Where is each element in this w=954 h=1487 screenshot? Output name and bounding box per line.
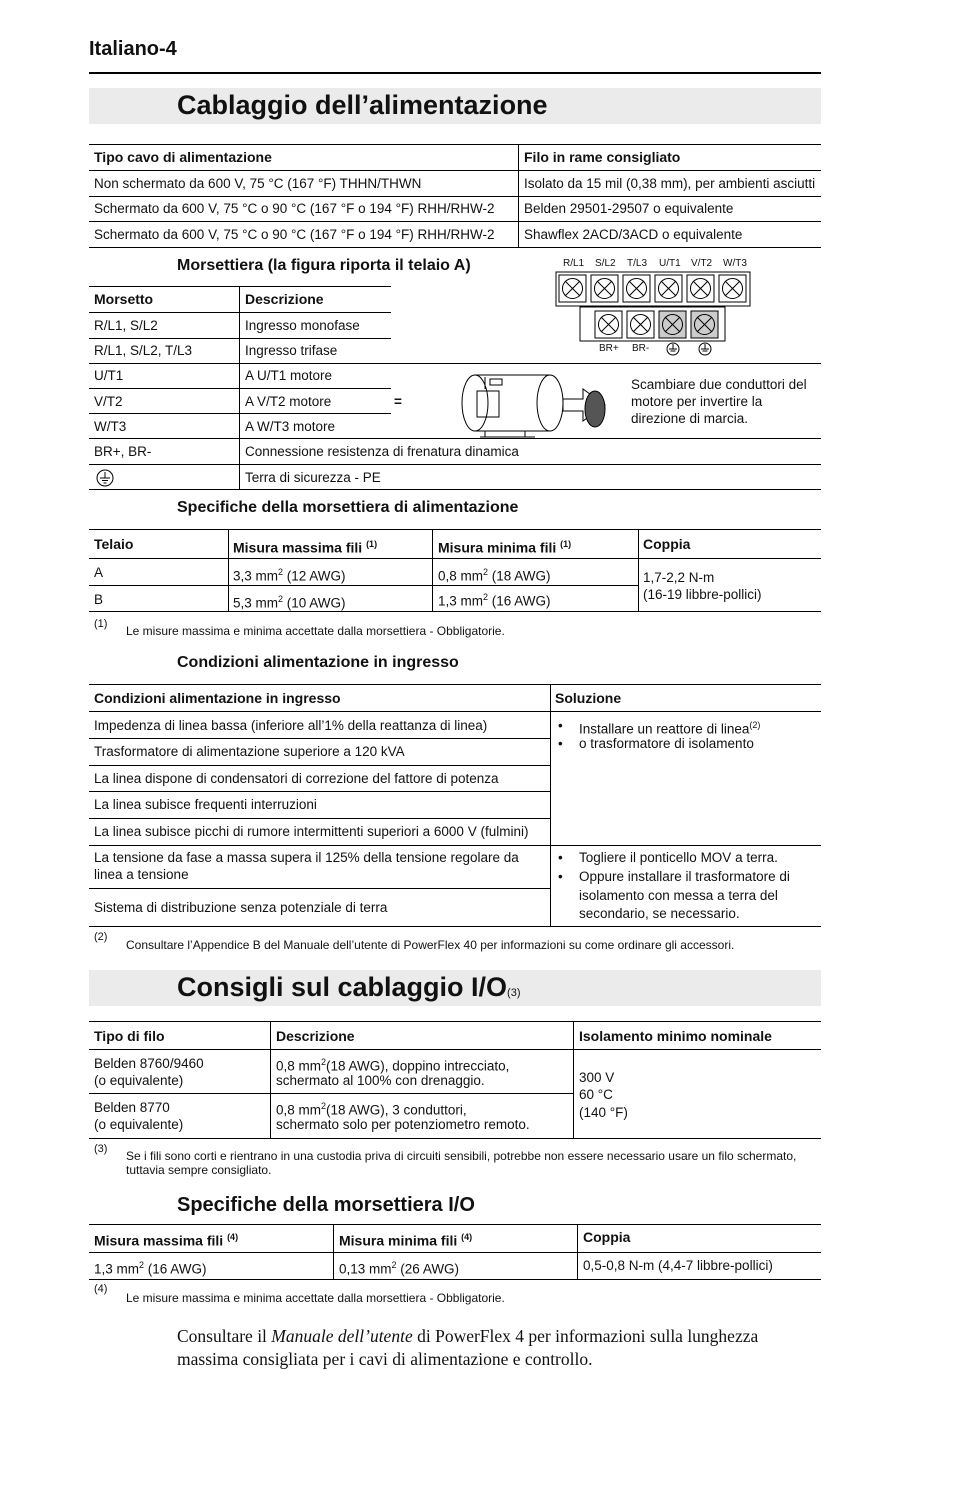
table-header: Misura massima fili $^{(4)}$ [94, 1232, 239, 1249]
table-header: Misura minima fili $^{(4)}$ [339, 1232, 473, 1249]
table-cell: Ingresso monofase [245, 318, 360, 333]
table-cell: La linea subisce picchi di rumore intermittenti superiori a 6000 V (fulmini) [94, 824, 529, 839]
closing-paragraph: Consultare il Manuale dell’utente di PowerFlex 4 per informazioni sulla lunghezza massima consigliata per i cavi di alimentazione e controllo. [177, 1326, 759, 1369]
table-cell: (16-19 libbre-pollici) [643, 587, 762, 602]
table-cell: 0,13 $mm^2$ (26 AWG) [339, 1260, 460, 1277]
table-cell: 1,3 $mm^2$ (16 AWG) [94, 1260, 207, 1277]
footnote-mark: (4) [94, 1283, 108, 1295]
table-cell: La tensione da fase a massa supera il 125% della tensione regolare da linea a tensione [94, 850, 519, 882]
footnote-mark: (2) [94, 931, 108, 943]
table-cell: Belden 8770 [94, 1100, 170, 1115]
subtitle-io-spec: Specifiche della morsettiera I/O [177, 1194, 475, 1216]
table-cell: 5,3 $mm^2$ (10 AWG) [233, 594, 346, 611]
solution-item: Togliere il ponticello MOV a terra. [579, 850, 778, 865]
table-cell: 0,8 $mm^2(18$ AWG), doppino intrecciato, [276, 1057, 510, 1074]
footnote-mark: (3) [94, 1143, 108, 1155]
table-cell: BR+, BR- [94, 444, 152, 459]
table-cell: R/L1, S/L2, T/L3 [94, 343, 193, 358]
bullet-icon: • [558, 718, 563, 733]
footnote-mark: (1) [94, 618, 108, 630]
table-cell: Belden 8760/9460 [94, 1056, 204, 1071]
table-cell: B [94, 592, 104, 607]
bullet-icon: • [558, 850, 563, 865]
footnote: Se i fili sono corti e rientrano in una custodia priva di circuiti sensibili, potrebbe non essere necessario usare un filo schermato, tuttavia sempre consigliato. [126, 1149, 797, 1177]
terminal-label: V/T2 [691, 258, 713, 269]
footnote: Consultare l’Appendice B del Manuale dell’utente di PowerFlex 40 per informazioni su come ordinare gli accessori. [126, 938, 735, 952]
solution-item: o trasformatore di isolamento [579, 736, 754, 751]
table-cell: Shawflex 2ACD/3ACD o equivalente [524, 227, 743, 242]
table-header: Telaio [94, 536, 134, 552]
table-header: Tipo di filo [94, 1028, 165, 1044]
table-cell: Belden 29501-29507 o equivalente [524, 201, 734, 216]
table-cell: W/T3 [94, 419, 127, 434]
terminal-label: T/L3 [627, 258, 648, 269]
terminal-strip-diagram [555, 271, 755, 363]
table-cell: (o equivalente) [94, 1117, 184, 1132]
table-cell: A V/T2 motore [245, 394, 332, 409]
table-cell: V/T2 [94, 394, 123, 409]
table-cell: Non schermato da 600 V, 75 °C (167 °F) THHN/THWN [94, 176, 422, 191]
terminal-label: U/T1 [659, 258, 681, 269]
table-cell: A W/T3 motore [245, 419, 336, 434]
table-header: Misura minima fili $^{(1)}$ [438, 539, 572, 556]
table-cell: 0,5-0,8 N-m (4,4-7 libbre-pollici) [583, 1258, 773, 1273]
table-cell: 60 °C [579, 1087, 613, 1102]
solution-item: Oppure installare il trasformatore di isolamento con messa a terra del secondario, se necessario. [579, 869, 790, 921]
subtitle-input-conditions: Condizioni alimentazione in ingresso [177, 654, 459, 671]
terminal-label: S/L2 [595, 258, 616, 269]
bullet-icon: • [558, 869, 563, 884]
table-cell: schermato al 100% con drenaggio. [276, 1073, 485, 1088]
table-cell: schermato solo per potenziometro remoto. [276, 1117, 530, 1132]
subtitle-terminal-block: Morsettiera (la figura riporta il telaio A) [177, 257, 471, 274]
table-cell: U/T1 [94, 368, 124, 383]
table-cell: A [94, 565, 104, 580]
terminal-label: BR+ [599, 343, 619, 354]
table-header: Isolamento minimo nominale [579, 1028, 772, 1044]
table-cell: (o equivalente) [94, 1073, 184, 1088]
motor-diagram [455, 369, 615, 439]
terminal-label: R/L1 [563, 258, 585, 269]
table-header: Condizioni alimentazione in ingresso [94, 690, 341, 706]
footnote: Le misure massima e minima accettate dalla morsettiera - Obbligatorie. [126, 624, 505, 638]
table-header: Filo in rame consigliato [524, 149, 681, 165]
table-cell: 1,3 $mm^2$ (16 AWG) [438, 592, 551, 609]
table-cell: Terra di sicurezza - PE [245, 470, 381, 485]
table-cell: La linea subisce frequenti interruzioni [94, 797, 317, 812]
table-cell: La linea dispone di condensatori di correzione del fattore di potenza [94, 771, 499, 786]
page-header: Italiano-4 [89, 38, 177, 60]
table-header: Misura massima fili $^{(1)}$ [233, 539, 378, 556]
table-cell: R/L1, S/L2 [94, 318, 158, 333]
table-header: Soluzione [555, 690, 622, 706]
table-cell: 1,7-2,2 N-m [643, 570, 715, 585]
ground-icon [95, 468, 115, 488]
table-cell: Schermato da 600 V, 75 °C o 90 °C (167 °F o 194 °F) RHH/RHW-2 [94, 227, 495, 242]
table-cell: 3,3 $mm^2$ (12 AWG) [233, 567, 346, 584]
header-rule [89, 72, 821, 74]
table-cell: 0,8 $mm^2(18$ AWG), 3 conduttori, [276, 1101, 467, 1118]
terminal-label: W/T3 [723, 258, 747, 269]
table-cell: A U/T1 motore [245, 368, 333, 383]
table-header: Coppia [643, 536, 691, 552]
table-header: Morsetto [94, 291, 154, 307]
table-cell: 300 V [579, 1070, 615, 1085]
table-header: Descrizione [276, 1028, 355, 1044]
table-cell: Sistema di distribuzione senza potenziale di terra [94, 900, 388, 915]
footnote: Le misure massima e minima accettate dalla morsettiera - Obbligatorie. [126, 1291, 505, 1305]
equals-sign: = [394, 394, 402, 409]
motor-note: Scambiare due conduttori del motore per invertire la direzione di marcia. [631, 377, 807, 426]
table-cell: 0,8 $mm^2$ (18 AWG) [438, 567, 551, 584]
table-header: Descrizione [245, 291, 324, 307]
table-cell: (140 °F) [579, 1105, 628, 1120]
table-header: Coppia [583, 1229, 631, 1245]
table-cell: Trasformatore di alimentazione superiore a 120 kVA [94, 744, 405, 759]
bullet-icon: • [558, 736, 563, 751]
terminal-label: BR- [632, 343, 650, 354]
table-cell: Isolato da 15 mil (0,38 mm), per ambienti asciutti [524, 176, 816, 191]
section-title-power-wiring: Cablaggio dell’alimentazione [177, 90, 548, 120]
table-cell: Schermato da 600 V, 75 °C o 90 °C (167 °F o 194 °F) RHH/RHW-2 [94, 201, 495, 216]
subtitle-power-spec: Specifiche della morsettiera di alimentazione [177, 499, 519, 516]
section-title-io-wiring: Consigli sul cablaggio I/O(3) [177, 972, 521, 1002]
table-header: Tipo cavo di alimentazione [94, 149, 272, 165]
table-cell: Ingresso trifase [245, 343, 338, 358]
solution-item: Installare un reattore di linea$^{(2)}$ [579, 720, 761, 737]
table-cell: Impedenza di linea bassa (inferiore all’1% della reattanza di linea) [94, 718, 488, 733]
table-cell: Connessione resistenza di frenatura dinamica [245, 444, 519, 459]
